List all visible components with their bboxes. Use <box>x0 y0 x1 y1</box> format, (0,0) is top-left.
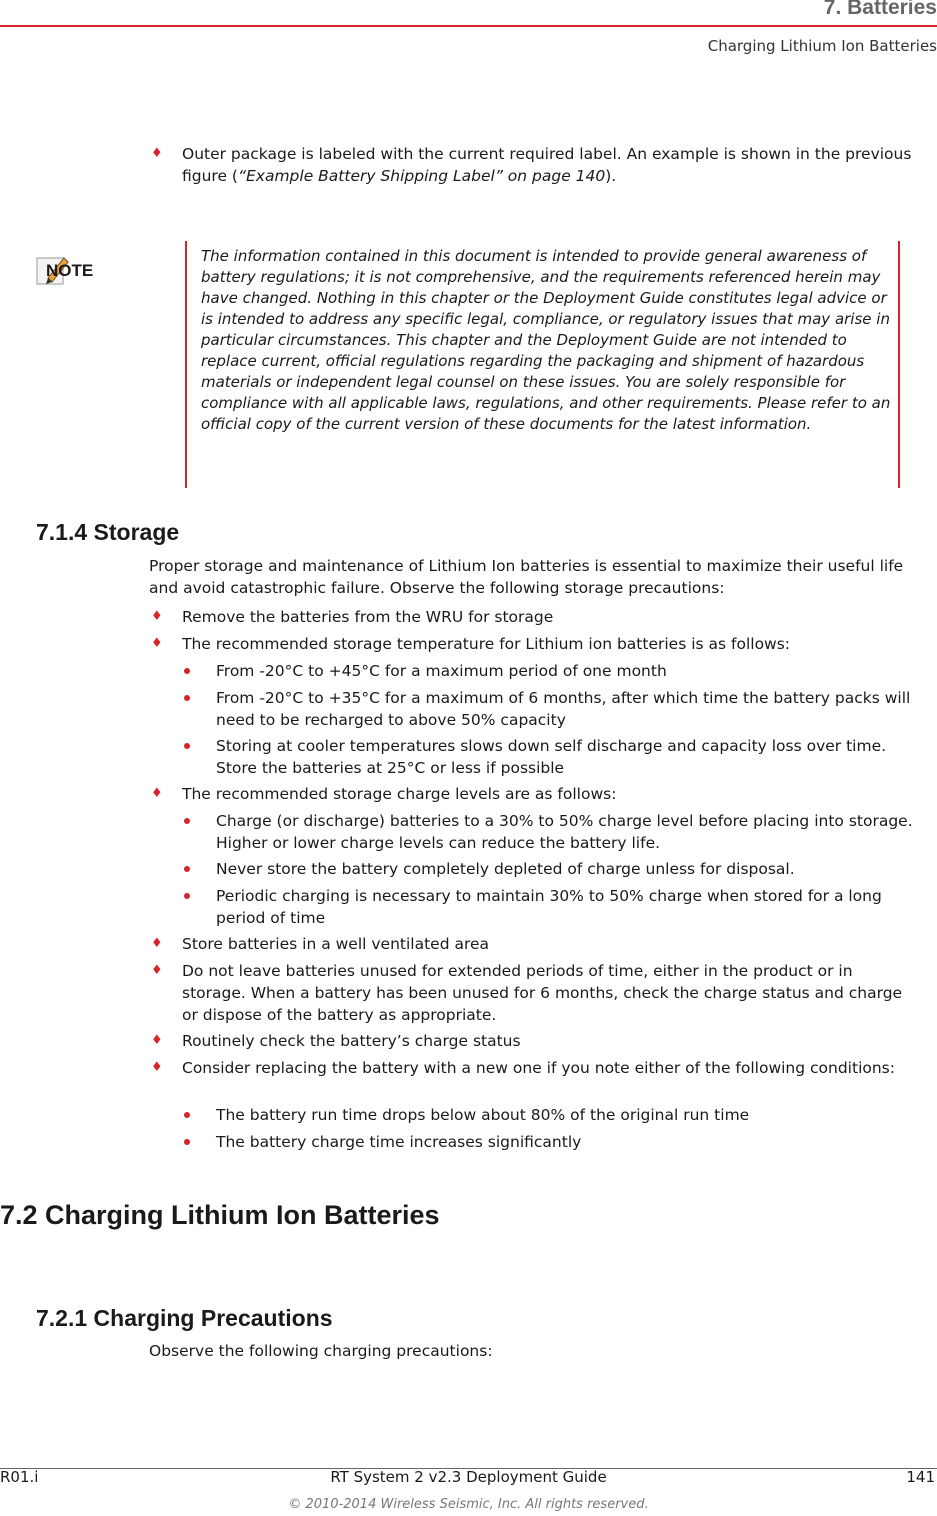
diamond-bullet-icon: ♦ <box>151 786 163 801</box>
list-item: The battery run time drops below about 80% of the original run time <box>216 1106 750 1124</box>
header-rule <box>0 25 937 27</box>
intro-text-after: ). <box>605 167 617 185</box>
diamond-bullet-icon: ♦ <box>151 636 163 651</box>
list-item: The recommended storage charge levels are as follows: <box>182 785 617 803</box>
chapter-title: 7. Batteries <box>823 0 937 19</box>
list-item: Store batteries in a well ventilated area <box>182 935 490 953</box>
diamond-bullet-icon: ♦ <box>151 963 163 978</box>
dot-bullet-icon <box>184 668 190 674</box>
list-item: Remove the batteries from the WRU for storage <box>182 608 554 626</box>
charging-precautions-heading: 7.2.1 Charging Precautions <box>36 1305 333 1331</box>
note-right-rule <box>898 241 900 488</box>
list-item: Routinely check the battery’s charge status <box>182 1032 521 1050</box>
storage-intro: Proper storage and maintenance of Lithium Ion batteries is essential to maximize their useful life and avoid catastrophic failure. Observe the following storage precautions: <box>149 557 904 597</box>
list-item: Storing at cooler temperatures slows down self discharge and capacity loss over time. Store the batteries at 25°C or less if possible <box>216 737 887 777</box>
diamond-bullet-icon: ♦ <box>151 936 163 951</box>
dot-bullet-icon <box>184 1112 190 1118</box>
list-item: Never store the battery completely depleted of charge unless for disposal. <box>216 860 795 878</box>
dot-bullet-icon <box>184 893 190 899</box>
note-text: The information contained in this document is intended to provide general awareness of battery regulations; it is not comprehensive, and the requirements referenced herein may have changed. Nothing in this chapter or the Deployment Guide constitutes legal advice or is intended to address any specific legal, compliance, or regulatory issues that may arise in particular circumstances. This chapter and the Deployment Guide are not intended to replace current, official regulations regarding the packaging and shipment of hazardous materials or independent legal counsel on these issues. You are solely responsible for compliance with all applicable laws, regulations, and other requirements. Please refer to an official copy of the current version of these documents for the latest information. <box>201 247 891 433</box>
note-left-rule <box>185 241 187 488</box>
section-title: Charging Lithium Ion Batteries <box>707 37 937 55</box>
revision-label: R01.i <box>0 1468 39 1486</box>
dot-bullet-icon <box>184 743 190 749</box>
intro-bullet-text <box>182 143 917 187</box>
note-label: NOTE <box>46 261 94 280</box>
dot-bullet-icon <box>184 866 190 872</box>
list-item: Do not leave batteries unused for extended periods of time, either in the product or in storage. When a battery has been unused for 6 months, check the charge status and charge or dispose of the battery as appropriate. <box>182 962 903 1024</box>
list-item: The battery charge time increases significantly <box>216 1133 582 1151</box>
intro-text-before: Outer package is labeled with the current required label. An example is shown in the previous figure ( <box>182 145 912 185</box>
list-item: From -20°C to +45°C for a maximum period of one month <box>216 662 667 680</box>
list-item: The recommended storage temperature for Lithium ion batteries is as follows: <box>182 635 791 653</box>
diamond-bullet-icon: ♦ <box>151 1060 163 1075</box>
storage-heading: 7.1.4 Storage <box>36 519 180 545</box>
cross-reference-link[interactable]: “Example Battery Shipping Label” on page 140 <box>237 167 606 185</box>
list-item: From -20°C to +35°C for a maximum of 6 months, after which time the battery packs will need to be recharged to above 50% capacity <box>216 689 911 729</box>
charging-heading: 7.2 Charging Lithium Ion Batteries <box>0 1200 440 1230</box>
list-item: Periodic charging is necessary to maintain 30% to 50% charge when stored for a long period of time <box>216 887 882 927</box>
document-title: RT System 2 v2.3 Deployment Guide <box>330 1468 607 1486</box>
diamond-bullet-icon: ♦ <box>151 609 163 624</box>
page-number: 141 <box>906 1468 935 1486</box>
dot-bullet-icon <box>184 818 190 824</box>
copyright-notice: © 2010-2014 Wireless Seismic, Inc. All rights reserved. <box>288 1497 649 1512</box>
diamond-bullet-icon: ♦ <box>151 146 163 161</box>
list-item: Consider replacing the battery with a new one if you note either of the following conditions: <box>182 1059 895 1077</box>
dot-bullet-icon <box>184 1139 190 1145</box>
dot-bullet-icon <box>184 695 190 701</box>
charging-intro: Observe the following charging precautions: <box>149 1342 493 1360</box>
diamond-bullet-icon: ♦ <box>151 1033 163 1048</box>
list-item: Charge (or discharge) batteries to a 30% to 50% charge level before placing into storage. Higher or lower charge levels can reduce the battery life. <box>216 812 913 852</box>
